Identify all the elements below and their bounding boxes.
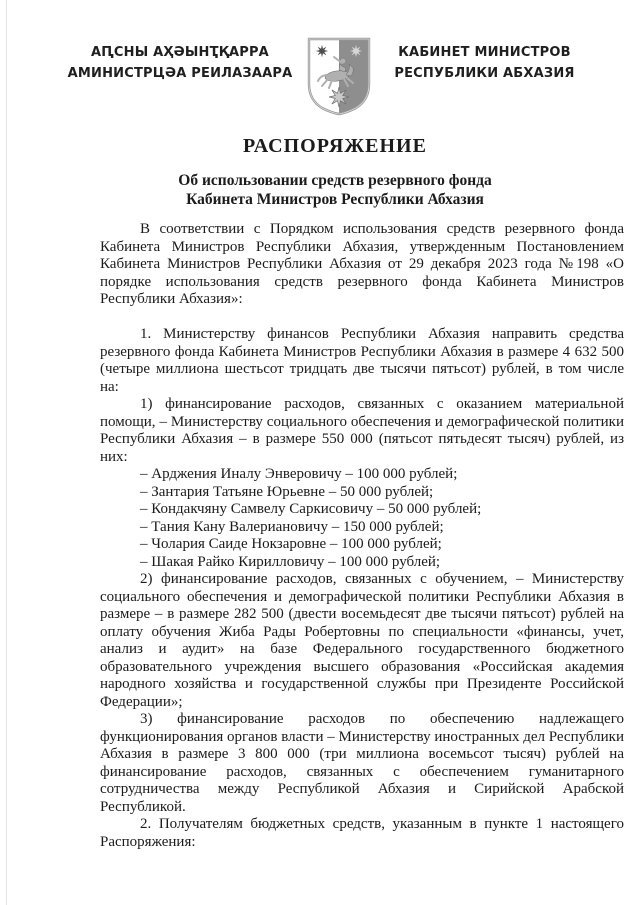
body-list-item: – Кондакчяну Самвелу Саркисовичу – 50 000 рублей; [140, 501, 482, 517]
decree-subtitle-line1: Об использовании средств резервного фонда [178, 172, 492, 189]
body-list-item: – Чолария Саиде Нокзаровне – 100 000 рублей; [140, 536, 442, 552]
abkhazia-coat-of-arms-icon [306, 36, 372, 116]
org-russian-line1: КАБИНЕТ МИНИСТРОВ [398, 45, 571, 60]
body-list-item: – Тания Кану Валериановичу – 150 000 рублей; [140, 518, 444, 535]
body-list-item: – Шакая Райко Кирилловичу – 100 000 рублей; [140, 553, 441, 570]
org-russian-line2: РЕСПУБЛИКИ АБХАЗИЯ [394, 65, 575, 81]
decree-subtitle-line2: Кабинета Министров Республики Абхазия [186, 190, 484, 208]
org-abkhaz-line2: АМИНИСТРЦӘА РЕИЛАЗААРА [67, 65, 293, 81]
decree-subtitle [40, 172, 630, 209]
body-paragraph-subpoint1: 1) финансирование расходов, связанных с оказанием материальной помощи, – Министерству социального обеспечения и демографической политики Республики Абхазия – в размере 550 000 (пятьсот пятьдесят тысяч) рублей, из них: [100, 396, 624, 465]
body-list-item: – Арджения Иналу Энверовичу – 100 000 рублей; [140, 466, 458, 482]
body-paragraph-point2: 2. Получателям бюджетных средств, указанным в пункте 1 настоящего Распоряжения: [100, 816, 624, 850]
body-paragraph-subpoint2: 2) финансирование расходов, связанных с обучением, – Министерству социального обеспечения и демографической политики Республики Абхазия в размере – в размере 282 500 (двести восемьдесят две тысячи пятьсот) рублей на оплату обучения Жиба Рады Робертовны по специальности «финансы, учет, анализ и аудит» на базе Федерального государственного бюджетного образовательного учреждения высшего образования «Российская академия народного хозяйства и государственной службы при Президенте Российской Федерации»; [100, 571, 624, 710]
body-paragraph-subpoint3: 3) финансирование расходов по обеспечению надлежащего функционирования органов власти – Министерству иностранных дел Республики Абхазия в размере 3 800 000 (три миллиона восемьсот тысяч) рублей на финансирование расходов, связанных с обеспечением гуманитарного сотрудничества между Республикой Абхазия и Сирийской Арабской Республикой. [100, 711, 624, 815]
org-name-abkhaz [55, 43, 305, 84]
body-paragraph-intro: В соответствии с Порядком использования средств резервного фонда Кабинета Министров Республики Абхазия, утвержденным Постановлением Кабинета Министров Республики Абхазия от 29 декабря 2023 года №198 «О порядке использования средств резервного фонда Кабинета Министров Республики Абхазия»: [100, 221, 624, 307]
body-paragraph-point1: 1. Министерству финансов Республики Абхазия направить средства резервного фонда Кабинета Министров Республики Абхазия в размере 4 632 500 (четыре миллиона шестьсот тридцать две тысячи пятьсот) рублей, в том числе на: [100, 326, 624, 395]
org-name-russian [382, 43, 587, 84]
decree-body [100, 221, 624, 851]
scan-edge-artifact [6, 0, 7, 905]
body-list-item: – Зантария Татьяне Юрьевне – 50 000 рублей; [140, 483, 434, 500]
org-abkhaz-line1: АԤСНЫ АҲӘЫНҬҚАРРА [91, 45, 269, 60]
letterhead [0, 36, 640, 128]
decree-title: РАСПОРЯЖЕНИЕ [243, 135, 427, 157]
